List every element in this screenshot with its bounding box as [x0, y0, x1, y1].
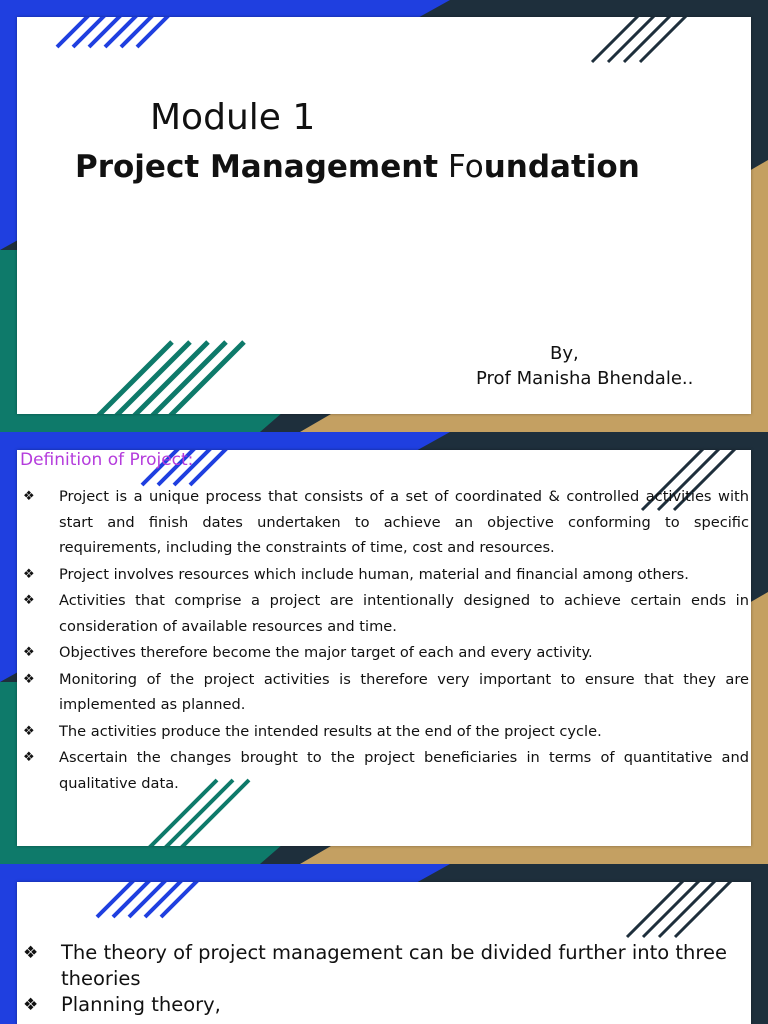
definition-heading: Definition of Project: [20, 450, 194, 470]
list-item [21, 640, 749, 666]
diamond-bullet-icon: ❖ [23, 566, 35, 582]
diamond-bullet-icon: ❖ [23, 723, 35, 739]
list-item [21, 667, 749, 718]
list-item [21, 719, 749, 745]
list-item [21, 562, 749, 588]
diamond-bullet-icon: ❖ [23, 593, 35, 608]
list-item [21, 992, 749, 1018]
definition-slide [0, 432, 768, 864]
decor-stripes [17, 17, 751, 414]
bullet-text: Project is a unique process that consists of a set of coordinated & controlled activities with start and finish dates undertaken to achieve an objective conforming to specific requirements, including the constraints of time, cost and resources. [59, 488, 749, 556]
diamond-bullet-icon: ❖ [23, 995, 39, 1015]
diamond-bullet-icon: ❖ [23, 645, 35, 660]
course-title [75, 149, 640, 185]
list-item [21, 745, 749, 796]
title-slide [0, 0, 768, 432]
diamond-bullet-icon: ❖ [23, 671, 35, 687]
course-title-bold: Project Management [75, 149, 439, 185]
slide-card [17, 17, 751, 414]
bullet-text: Ascertain the changes brought to the project beneficiaries in terms of quantitative and qualitative data. [59, 749, 749, 792]
theory-bullet-list [21, 940, 749, 1018]
bullet-text: The activities produce the intended results at the end of the project cycle. [59, 722, 602, 740]
list-item [21, 484, 749, 561]
bullet-text: Monitoring of the project activities is therefore very important to ensure that they are implemented as planned. [59, 670, 749, 713]
slide-card [17, 450, 751, 846]
course-title-plain: Fo [448, 149, 484, 185]
bullet-text: Objectives therefore become the major target of each and every activity. [59, 644, 593, 661]
module-title: Module 1 [150, 97, 316, 138]
bullet-text: The theory of project management can be divided further into three theories [61, 941, 727, 990]
diamond-bullet-icon: ❖ [23, 750, 35, 765]
theory-slide [0, 864, 768, 1024]
diamond-bullet-icon: ❖ [23, 943, 39, 963]
diamond-bullet-icon: ❖ [23, 489, 35, 504]
bullet-text: Project involves resources which include human, material and financial among others. [59, 565, 689, 583]
course-title-bold-end: undation [483, 149, 640, 185]
slide-card [17, 882, 751, 1024]
list-item [21, 588, 749, 639]
by-label: By, [550, 343, 579, 364]
bullet-text: Activities that comprise a project are intentionally designed to achieve certain ends in consideration of available resources and time. [59, 592, 749, 635]
list-item [21, 940, 749, 992]
definition-bullet-list [21, 484, 749, 797]
author-name: Prof Manisha Bhendale.. [476, 368, 694, 389]
bullet-text: Planning theory, [61, 993, 221, 1016]
